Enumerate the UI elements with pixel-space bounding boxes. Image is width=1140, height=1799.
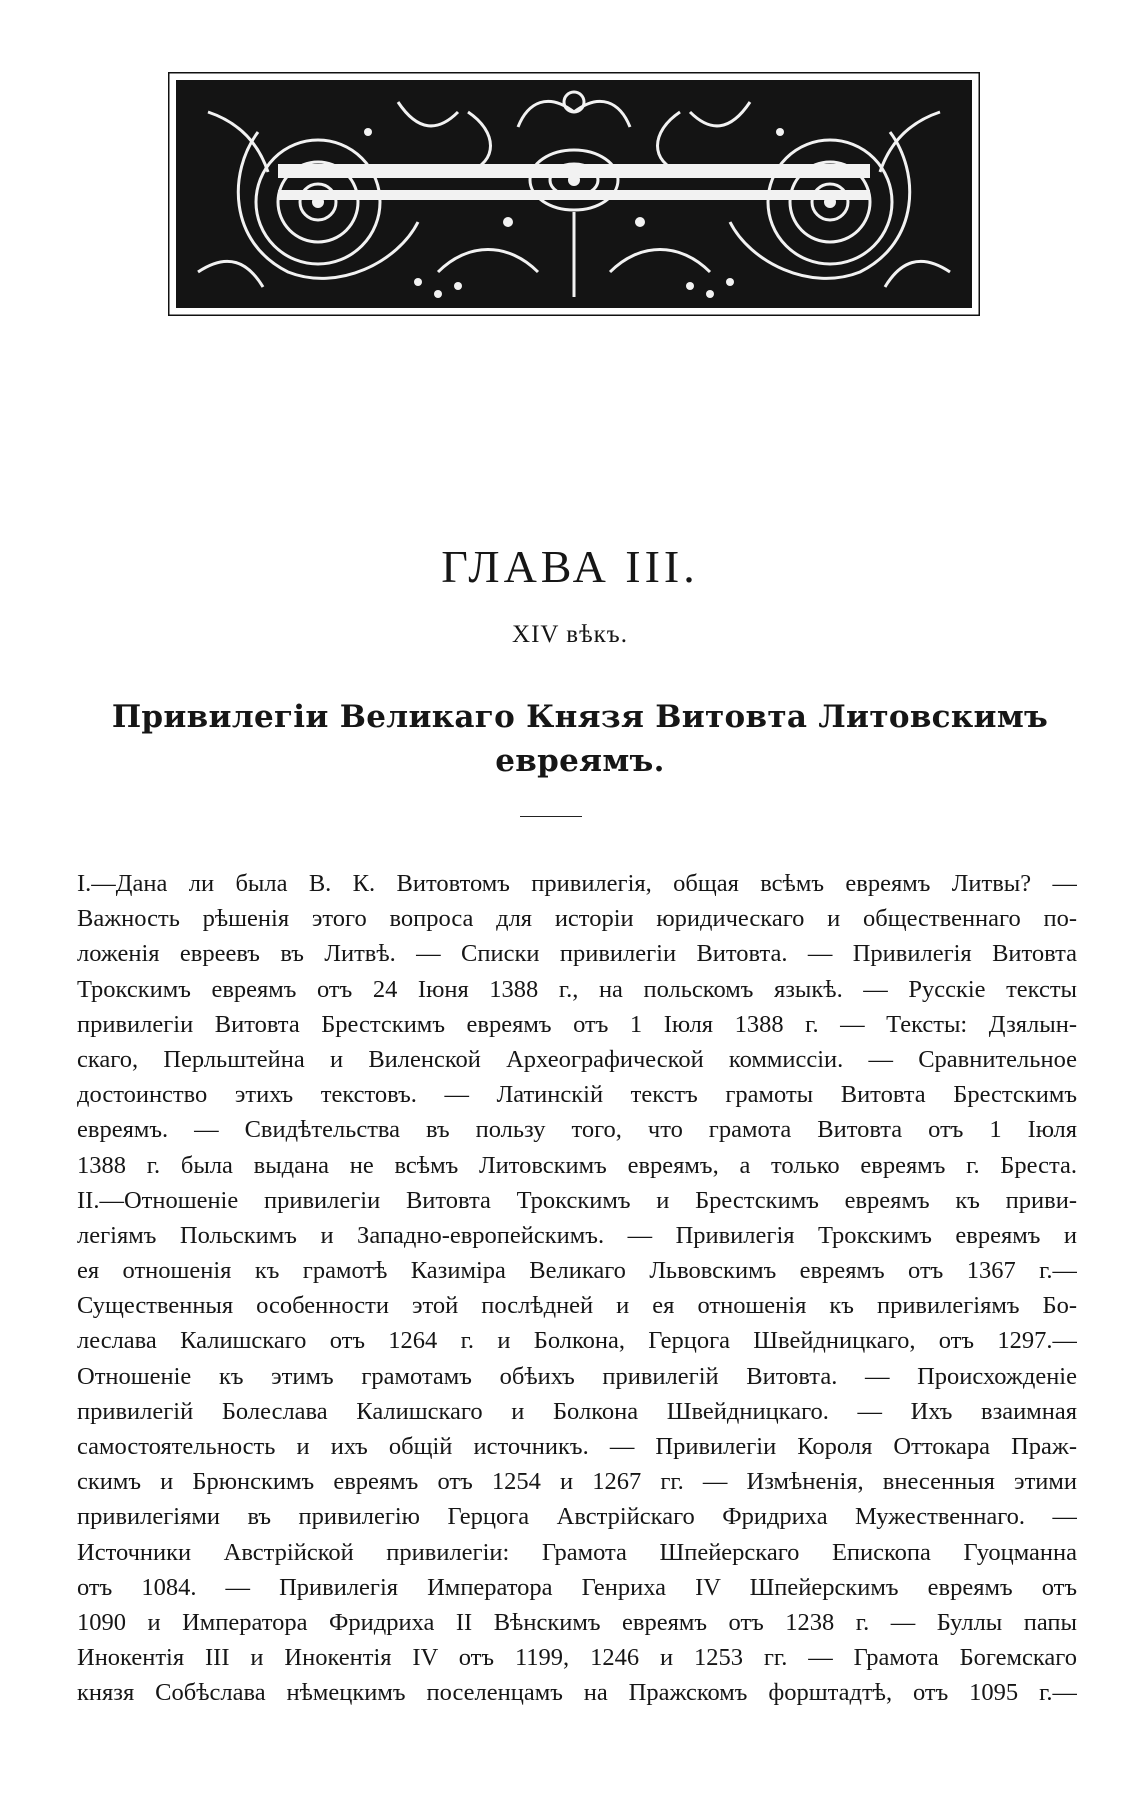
chapter-title: ГЛАВА III. [441, 541, 699, 592]
section-title-line-2: евреямъ. [495, 743, 665, 779]
section-title [100, 695, 1060, 783]
summary-line: Важность рѣшенія этого вопроса для исторіи юридическаго и общественнаго по- [77, 905, 1077, 933]
section-title-line-1: Привилегіи Великаго Князя Витовта Литовскимъ [111, 699, 1049, 735]
summary-line: привилегіями въ привилегію Герцога Австрійскаго Фридриха Мужественнаго. — [77, 1503, 1077, 1531]
summary-line: I.—Дана ли была В. К. Витовтомъ привилегія, общая всѣмъ евреямъ Литвы? — [77, 870, 1077, 897]
summary-line: Инокентія III и Инокентія IV отъ 1199, 1246 и 1253 гг. — Грамота Богемскаго [77, 1644, 1077, 1672]
summary-line: ея отношенія къ грамотѣ Казиміра Великаго Львовскимъ евреямъ отъ 1367 г.— [77, 1257, 1077, 1285]
summary-line: привилегіи Витовта Брестскимъ евреямъ отъ 1 Іюля 1388 г. — Тексты: Дзялын- [77, 1010, 1077, 1038]
summary-line: 1388 г. была выдана не всѣмъ Литовскимъ евреямъ, а только евреямъ г. Бреста. [77, 1151, 1077, 1179]
ornamental-headpiece [168, 72, 980, 316]
summary-line: князя Собѣслава нѣмецкимъ поселенцамъ на Пражскомъ форштадтѣ, отъ 1095 г.— [77, 1679, 1077, 1707]
summary-line: Существенныя особенности этой послѣдней и ея отношенія къ привилегіямъ Бо- [77, 1292, 1077, 1320]
summary-line: отъ 1084. — Привилегія Императора Генриха IV Шпейерскимъ евреямъ отъ [77, 1573, 1077, 1601]
chapter-summary [77, 866, 1077, 1711]
summary-line: скаго, Перльштейна и Виленской Археографической коммиссіи. — Сравнительное [77, 1045, 1077, 1073]
summary-line: ложенія евреевъ въ Литвѣ. — Списки привилегіи Витовта. — Привилегія Витовта [77, 940, 1077, 968]
summary-line: привилегій Болеслава Калишскаго и Болкона Швейдницкаго. — Ихъ взаимная [77, 1397, 1077, 1425]
summary-line: II.—Отношеніе привилегіи Витовта Трокскимъ и Брестскимъ евреямъ къ приви- [77, 1186, 1077, 1214]
summary-line: леслава Калишскаго отъ 1264 г. и Болкона, Герцога Швейдницкаго, отъ 1297.— [77, 1327, 1077, 1355]
summary-line: самостоятельность и ихъ общій источникъ. — Привилегіи Короля Оттокара Праж- [77, 1433, 1077, 1460]
summary-line: 1090 и Императора Фридриха II Вѣнскимъ евреямъ отъ 1238 г. — Буллы папы [77, 1608, 1077, 1636]
summary-line: евреямъ. — Свидѣтельства въ пользу того, что грамота Витовта отъ 1 Іюля [77, 1116, 1077, 1144]
summary-line: Источники Австрійской привилегіи: Грамота Шпейерскаго Епископа Гуоцманна [77, 1538, 1077, 1566]
summary-line: Отношеніе къ этимъ грамотамъ обѣихъ привилегій Витовта. — Происхожденіе [77, 1362, 1077, 1390]
summary-line: скимъ и Брюнскимъ евреямъ отъ 1254 и 1267 гг. — Измѣненія, внесенныя этими [77, 1468, 1077, 1496]
title-divider [520, 816, 582, 817]
century-subtitle: XIV вѣкъ. [512, 621, 628, 648]
summary-line: легіямъ Польскимъ и Западно-европейскимъ. — Привилегія Трокскимъ евреямъ и [77, 1221, 1077, 1249]
summary-line: достоинство этихъ текстовъ. — Латинскій текстъ грамоты Витовта Брестскимъ [77, 1081, 1077, 1109]
summary-line: Трокскимъ евреямъ отъ 24 Іюня 1388 г., на польскомъ языкѣ. — Русскіе тексты [77, 975, 1077, 1003]
